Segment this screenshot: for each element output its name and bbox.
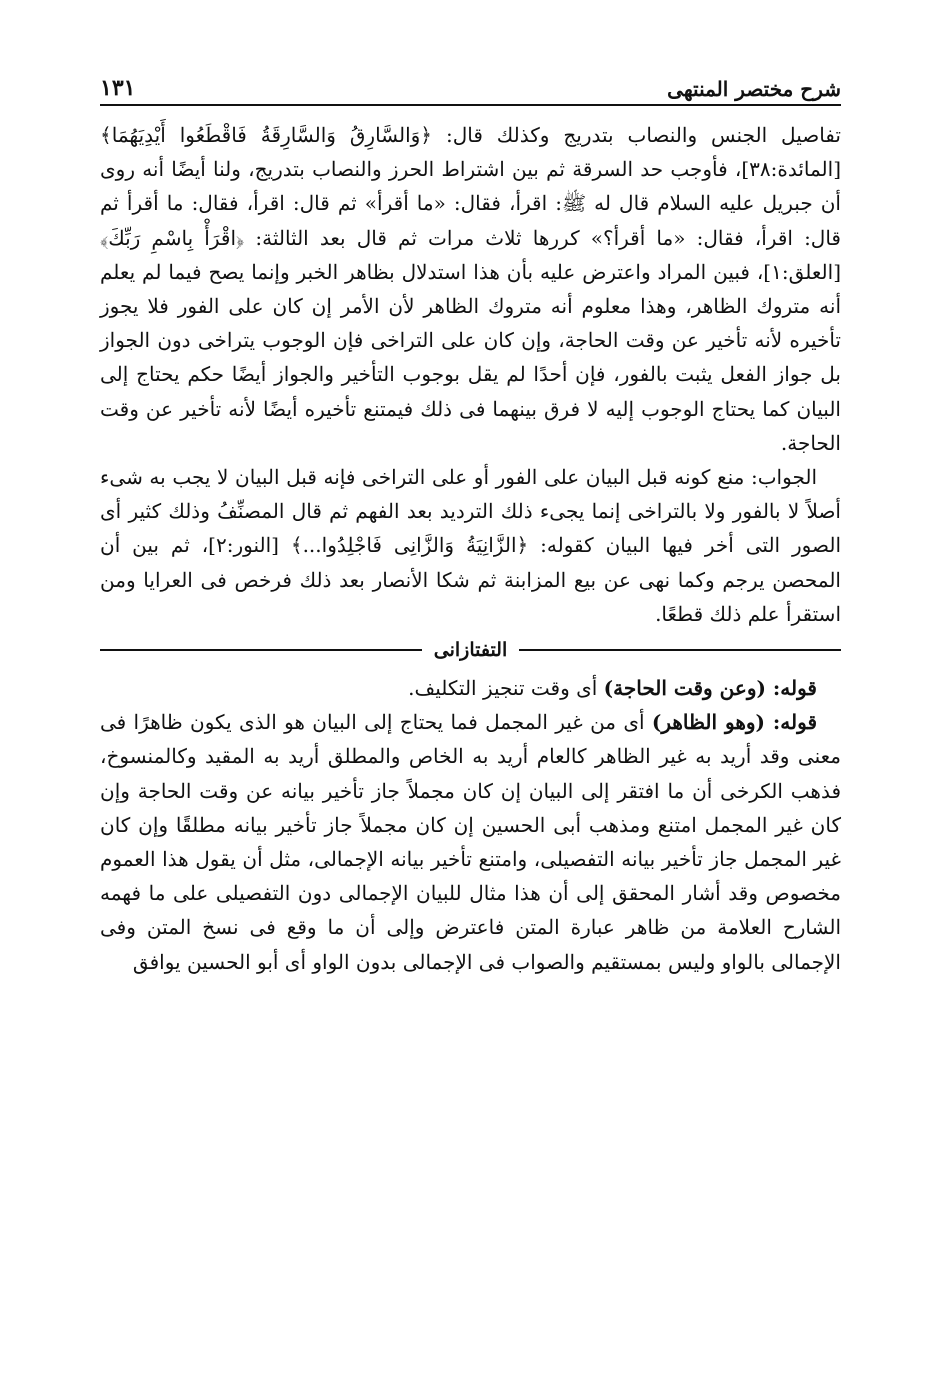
separator-label: التفتازانى: [433, 638, 508, 661]
main-paragraph-1: تفاصيل الجنس والنصاب بتدريج وكذلك قال: ﴿وَالسَّارِقُ وَالسَّارِقَةُ فَاقْطَعُوا أَيْدِيَهُمَا﴾ [المائدة:٣٨]، فأوجب حد السرقة ثم بين اشتراط الحرز والنصاب بتدريج، ولنا أيضًا أنه روى أن جبريل عليه السلام قال له ﷺ: اقرأ، فقال: «ما أقرأ» ثم قال: اقرأ، فقال: ما أقرأ ثم قال: اقرأ، فقال: «ما أقرأ؟» كررها ثلاث مرات ثم قال بعد الثالثة: ﴿اقْرَأْ بِاسْمِ رَبِّكَ﴾ [العلق:١]، فبين المراد واعترض عليه بأن هذا استدلال بظاهر الخبر وإنما يصح فيما لم يعلم أنه متروك الظاهر، وهذا معلوم أنه متروك الظاهر لأن الأمر إن كان على الفور فلا يجوز تأخيره لأنه تأخير عن وقت الحاجة، وإن كان على التراخى فإن الوجوب يتراخى دون الجواز بل جواز الفعل يثبت بالفور، فإن أحدًا لم يقل بوجوب التأخير والجواز أيضًا حكم يحتاج إلى البيان كما يحتاج الوجوب إليه لا فرق بينهما فى ذلك فيمتنع تأخيره أيضًا لأنه تأخير عن وقت الحاجة.: [100, 123, 841, 455]
commentary-text-1: أى وقت تنجيز التكليف.: [408, 676, 604, 701]
main-paragraph-2: الجواب: منع كونه قبل البيان على الفور أو على التراخى فإنه قبل البيان لا يجب به شىء أصلاً لا بالفور ولا بالتراخى إنما يجىء ذلك الترديد بعد الفهم ثم قال المصنِّفُ وذلك كثير أى الصور التى أخر فيها البيان كقوله: ﴿الزَّانِيَةُ وَالزَّانِى فَاجْلِدُوا...﴾ [النور:٢]، ثم بين أن المحصن يرجم وكما نهى عن بيع المزابنة ثم شكا الأنصار بعد ذلك فرخص فى العرايا ومن استقرأ علم ذلك قطعًا.: [100, 465, 841, 626]
separator-line-left: [100, 649, 422, 651]
commentary-lead-2: قوله: (وهو الظاهر): [651, 710, 818, 735]
commentary-lead-1: قوله: (وعن وقت الحاجة): [603, 676, 817, 701]
page-header: [100, 68, 841, 106]
section-separator: [100, 635, 841, 665]
page-number: ١٣١: [100, 75, 136, 101]
commentary-section: [100, 671, 841, 979]
running-title: شرح مختصر المنتهى: [667, 77, 841, 101]
commentary-paragraph-2: [100, 705, 841, 979]
page-body: [100, 118, 841, 979]
commentary-paragraph-1: [100, 671, 841, 705]
separator-line-right: [519, 649, 841, 651]
commentary-text-2: أى من غير المجمل فما يحتاج إلى البيان هو الذى يكون ظاهرًا فى معنى وقد أريد به غير الظاهر كالعام أريد به الخاص والمطلق أريد به المقيد وكالمنسوخ، فذهب الكرخى أن ما افتقر إلى البيان إن كان مجملاً جاز تأخير بيانه عن وقت الحاجة وإن كان غير المجمل امتنع ومذهب أبى الحسين إن كان مجملاً جاز تأخير بيانه مطلقًا وإن كان غير المجمل جاز تأخير بيانه التفصيلى، وامتنع تأخير بيانه الإجمالى، مثل أن يقول هذا العموم مخصوص وقد أشار المحقق إلى أن هذا مثال للبيان الإجمالى دون التفصيلى على ما فهمه الشارح العلامة من ظاهر عبارة المتن فاعترض وإلى أن ما وقع فى نسخ المتن وفى الإجمالى بالواو وليس بمستقيم والصواب فى الإجمالى بدون الواو أى أبو الحسين يوافق: [100, 710, 841, 974]
